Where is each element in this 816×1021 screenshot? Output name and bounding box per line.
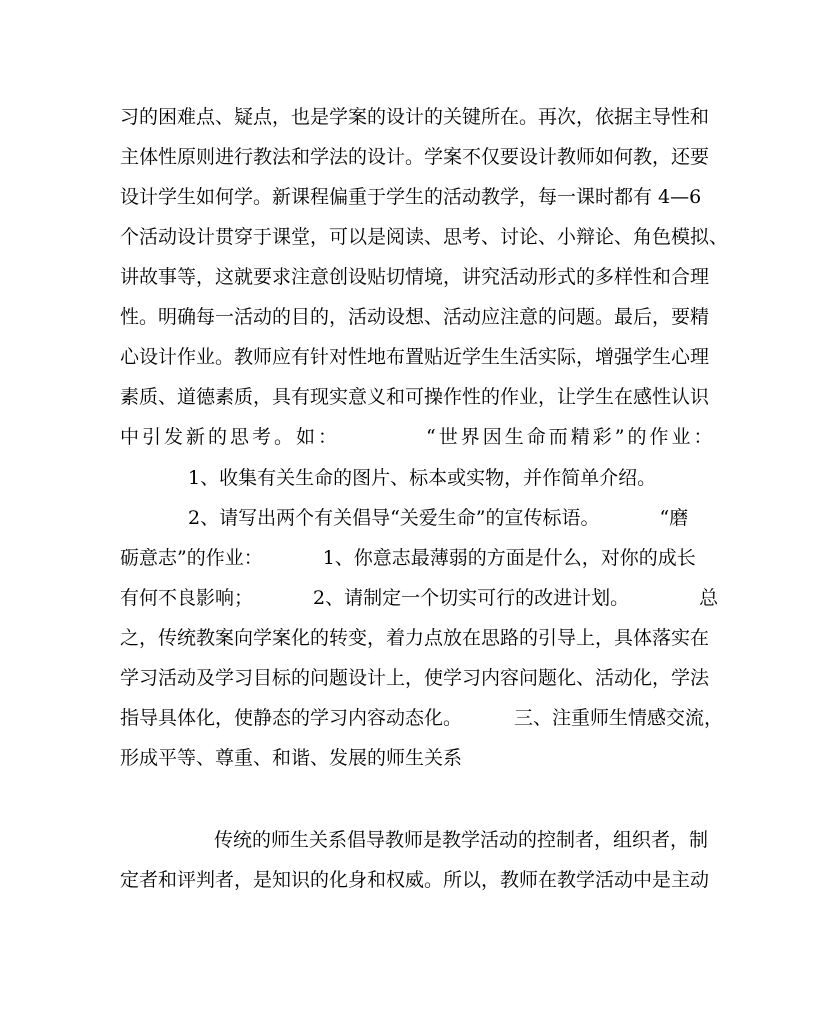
text-segment: 有何不良影响； [120,587,254,609]
text-segment: 2、请写出两个有关倡导“关爱生命”的宣传标语。 [188,507,600,529]
paragraph-line: 之，传统教案向学案化的转变，着力点放在思路的引导上，具体落实在 [120,627,710,649]
paragraph-line: 传统的师生关系倡导教师是教学活动的控制者，组织者，制 [214,829,709,851]
paragraph-line [120,545,700,571]
paragraph-line: 主体性原则进行教法和学法的设计。学案不仅要设计教师如何教，还要 [120,146,710,168]
text-segment: “世界因生命而精彩”的作业： [426,426,716,448]
text-segment: 1、你意志最薄弱的方面是什么，对你的成长 [322,547,696,569]
text-segment: 总 [699,587,719,609]
paragraph-line: 个活动设计贯穿于课堂，可以是阅读、思考、讨论、小辩论、角色模拟、 [120,226,729,248]
paragraph-line [120,424,716,450]
paragraph-line: 定者和评判者，是知识的化身和权威。所以，教师在教学活动中是主动 [120,869,710,891]
paragraph-line [120,585,719,611]
text-segment: 指导具体化，使静态的学习内容动态化。 [120,707,463,729]
paragraph-line [120,705,724,731]
paragraph-line: 形成平等、尊重、和谐、发展的师生关系 [120,747,463,769]
paragraph-line: 素质、道德素质，具有现实意义和可操作性的作业，让学生在感性认识 [120,386,710,408]
paragraph-line: 心设计作业。教师应有针对性地布置贴近学生生活实际，增强学生心理 [120,346,710,368]
text-segment: 砺意志”的作业： [120,547,263,569]
paragraph-line: 1、收集有关生命的图片、标本或实物，并作简单介绍。 [188,467,657,489]
paragraph-line [188,505,700,531]
paragraph-line: 习的困难点、疑点，也是学案的设计的关键所在。再次，依据主导性和 [120,106,710,128]
text-segment: 2、请制定一个切实可行的改进计划。 [313,587,630,609]
text-segment: 三、注重师生情感交流， [514,707,724,729]
paragraph-line: 讲故事等，这就要求注意创设贴切情境，讲究活动形式的多样性和合理 [120,266,710,288]
paragraph-line: 性。明确每一活动的目的，活动设想、活动应注意的问题。最后，要精 [120,306,710,328]
text-segment: “磨 [659,507,689,529]
paragraph-line: 设计学生如何学。新课程偏重于学生的活动教学，每一课时都有 4—6 [120,186,702,208]
text-segment: 中引发新的思考。如： [120,426,341,448]
paragraph-line: 学习活动及学习目标的问题设计上，使学习内容问题化、活动化，学法 [120,667,710,689]
